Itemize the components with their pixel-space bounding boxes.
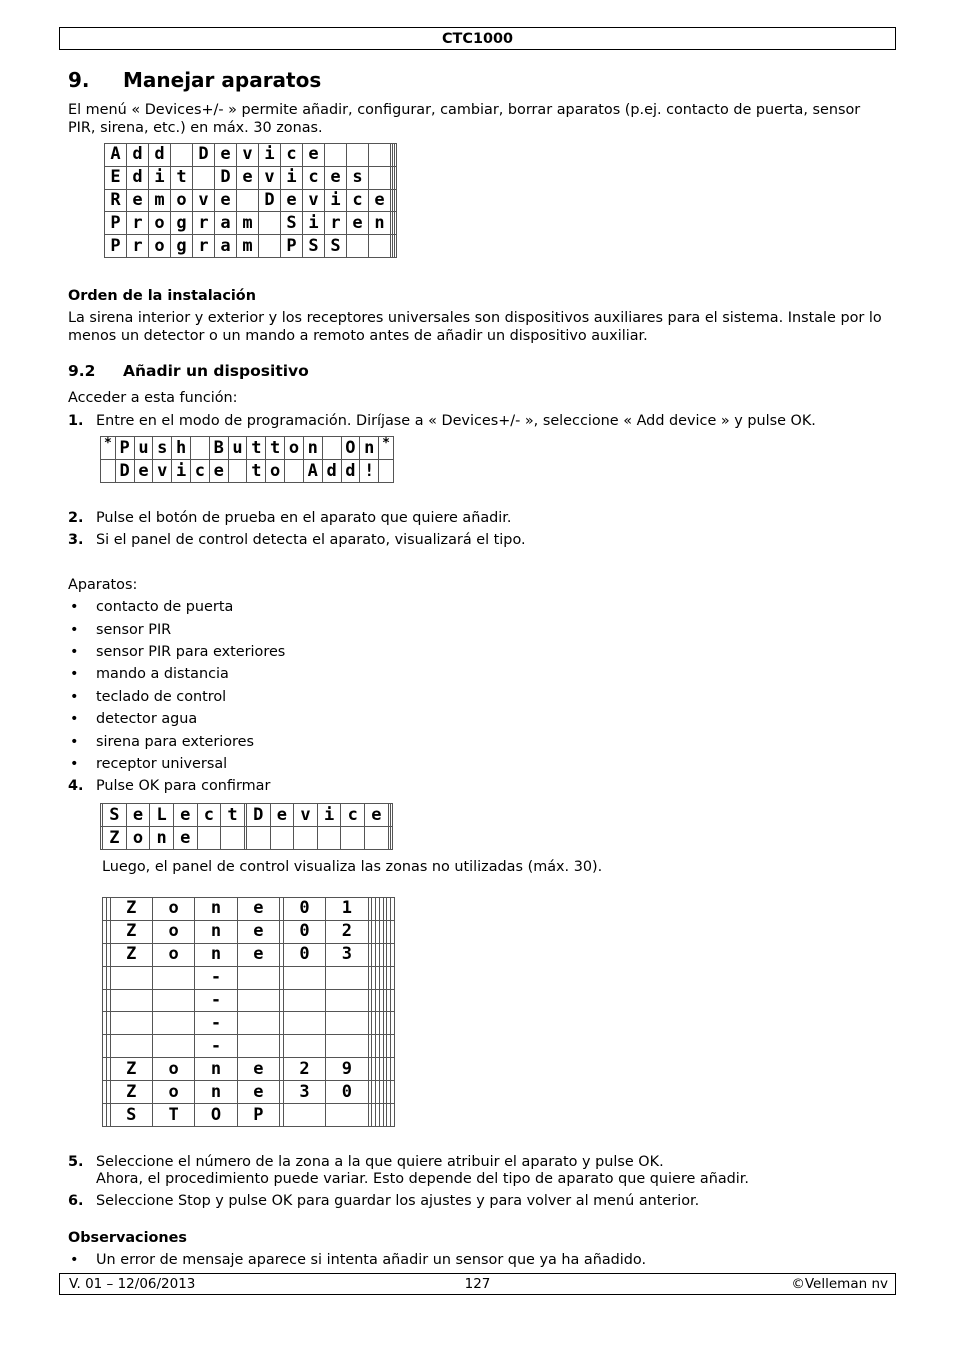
- lcd-cell: [394, 212, 396, 235]
- lcd-cell: n: [150, 827, 174, 850]
- lcd-cell: -: [195, 1035, 237, 1058]
- lcd-cell: d: [341, 460, 360, 483]
- lcd-row: [103, 898, 395, 921]
- lcd-cell: t: [247, 437, 266, 460]
- lcd-cell: R: [105, 189, 127, 212]
- lcd-cell: e: [237, 166, 259, 189]
- lcd-cell: n: [195, 943, 237, 966]
- lcd-cell: m: [237, 235, 259, 258]
- lcd-row: [105, 144, 397, 167]
- lcd-cell: [317, 827, 341, 850]
- bullet-icon: •: [70, 1252, 79, 1268]
- lcd-cell: u: [228, 437, 247, 460]
- lcd-cell: [237, 989, 279, 1012]
- lcd-cell: o: [152, 1058, 194, 1081]
- order-title: Orden de la instalación: [68, 288, 256, 304]
- lcd-cell: [369, 166, 391, 189]
- lcd-cell: h: [172, 437, 191, 460]
- lcd-cell: e: [215, 144, 237, 167]
- lcd-cell: [391, 943, 395, 966]
- step-text: Entre en el modo de programación. Diríjase a « Devices+/- », seleccione « Add device » y pulse OK.: [96, 413, 816, 429]
- step-text: Si el panel de control detecta el aparato, visualizará el tipo.: [96, 532, 526, 548]
- lcd-cell: [322, 437, 341, 460]
- lcd-cell: [326, 966, 368, 989]
- lcd-cell: e: [126, 804, 150, 827]
- step-number: 6.: [68, 1193, 84, 1209]
- lcd-cell: n: [195, 1058, 237, 1081]
- step-text: Pulse el botón de prueba en el aparato que quiere añadir.: [96, 510, 512, 526]
- footer-version: V. 01 – 12/06/2013: [69, 1276, 196, 1292]
- lcd-cell: d: [127, 144, 149, 167]
- lcd-cell: o: [152, 943, 194, 966]
- lcd-cell: [294, 827, 318, 850]
- lcd-cell: B: [209, 437, 228, 460]
- section-number: 9.: [68, 68, 90, 92]
- lcd-cell: [391, 1012, 395, 1035]
- lcd-zones-display: [102, 897, 395, 1127]
- lcd-row: [103, 1058, 395, 1081]
- lcd-cell: v: [294, 804, 318, 827]
- lcd-row: [103, 1081, 395, 1104]
- lcd-row: [105, 166, 397, 189]
- step-number: 4.: [68, 778, 84, 794]
- bullet-icon: •: [70, 599, 79, 615]
- lcd-cell: [110, 989, 152, 1012]
- lcd-cell: r: [127, 235, 149, 258]
- lcd-cell: i: [172, 460, 191, 483]
- lcd-cell: i: [281, 166, 303, 189]
- lcd-cell: 3: [283, 1081, 325, 1104]
- lcd-cell: [365, 827, 389, 850]
- lcd-cell: [391, 966, 395, 989]
- lcd-cell: c: [191, 460, 210, 483]
- lcd-cell: [283, 1012, 325, 1035]
- lcd-cell: t: [171, 166, 193, 189]
- lcd-row: [103, 966, 395, 989]
- lcd-cell: 0: [283, 920, 325, 943]
- lcd-cell: [152, 989, 194, 1012]
- lcd-row: [105, 235, 397, 258]
- step-text: Seleccione el número de la zona a la que quiere atribuir el aparato y pulse OK.: [96, 1154, 664, 1170]
- lcd-cell: Z: [110, 920, 152, 943]
- footer-page-number: 127: [464, 1276, 491, 1292]
- lcd-cell: [391, 1104, 395, 1127]
- lcd-cell: o: [152, 920, 194, 943]
- lcd-row: [103, 1104, 395, 1127]
- lcd-cell: Z: [110, 943, 152, 966]
- lcd-cell: s: [347, 166, 369, 189]
- lcd-row: [105, 212, 397, 235]
- lcd-row: [101, 460, 394, 483]
- lcd-cell: [283, 1104, 325, 1127]
- lcd-cell: v: [303, 189, 325, 212]
- lcd-cell: [193, 166, 215, 189]
- lcd-row: [103, 943, 395, 966]
- lcd-cell: n: [195, 920, 237, 943]
- lcd-row: [101, 437, 394, 460]
- observations-title: Observaciones: [68, 1230, 187, 1246]
- lcd-cell: n: [303, 437, 322, 460]
- lcd-cell: [369, 144, 391, 167]
- lcd-cell: S: [103, 804, 127, 827]
- lcd-cell: 0: [283, 943, 325, 966]
- lcd-cell: o: [171, 189, 193, 212]
- section-heading: [68, 68, 321, 92]
- lcd-cell: t: [266, 437, 285, 460]
- lcd-cell: o: [149, 212, 171, 235]
- subsection-title: Añadir un dispositivo: [123, 362, 309, 380]
- lcd-cell: [394, 235, 396, 258]
- lcd-cell: D: [193, 144, 215, 167]
- lcd-row: [105, 189, 397, 212]
- lcd-cell: Z: [110, 1081, 152, 1104]
- lcd-cell: v: [193, 189, 215, 212]
- lcd-cell: [391, 989, 395, 1012]
- lcd-row: [101, 827, 393, 850]
- lcd-cell: [270, 827, 294, 850]
- lcd-cell: [152, 966, 194, 989]
- lcd-cell: e: [369, 189, 391, 212]
- step-number: 3.: [68, 532, 84, 548]
- lcd-cell: i: [303, 212, 325, 235]
- lcd-cell: -: [195, 989, 237, 1012]
- lcd-cell: [391, 1035, 395, 1058]
- lcd-cell: [379, 460, 394, 483]
- lcd-cell: m: [237, 212, 259, 235]
- lcd-cell: O: [341, 437, 360, 460]
- lcd-cell: [390, 804, 392, 827]
- lcd-cell: A: [303, 460, 322, 483]
- lcd-cell: [394, 166, 396, 189]
- lcd-cell: [285, 460, 304, 483]
- lcd-cell: e: [237, 920, 279, 943]
- lcd-cell: e: [173, 827, 197, 850]
- lcd-cell: [237, 966, 279, 989]
- lcd-cell: -: [195, 1012, 237, 1035]
- lcd-cell: t: [221, 804, 245, 827]
- bullet-icon: •: [70, 711, 79, 727]
- lcd-cell: [326, 989, 368, 1012]
- lcd-cell: n: [369, 212, 391, 235]
- lcd-cell: v: [237, 144, 259, 167]
- devices-label: Aparatos:: [68, 577, 138, 593]
- lcd-cell: u: [134, 437, 153, 460]
- lcd-cell: S: [325, 235, 347, 258]
- bullet-icon: •: [70, 644, 79, 660]
- lcd-cell: Z: [103, 827, 127, 850]
- lcd-cell: 2: [283, 1058, 325, 1081]
- lcd-cell: c: [341, 804, 365, 827]
- lcd-cell: [237, 1035, 279, 1058]
- lcd-cell: P: [237, 1104, 279, 1127]
- lcd-cell: O: [195, 1104, 237, 1127]
- lcd-cell: [283, 989, 325, 1012]
- lcd-cell: P: [105, 235, 127, 258]
- lcd-menu-display: [104, 143, 397, 258]
- lcd-cell: e: [237, 898, 279, 921]
- lcd-cell: [326, 1012, 368, 1035]
- bullet-icon: •: [70, 734, 79, 750]
- lcd-cell: *: [379, 437, 394, 460]
- lcd-cell: -: [195, 966, 237, 989]
- lcd-cell: [391, 920, 395, 943]
- lcd-cell: L: [150, 804, 174, 827]
- lcd-cell: g: [171, 212, 193, 235]
- order-text: La sirena interior y exterior y los receptores universales son dispositivos auxiliares para el sistema. Instale por lo menos un detector o un mando a remoto antes de añadir un dispositivo auxiliar.: [68, 310, 882, 344]
- lcd-cell: D: [215, 166, 237, 189]
- lcd-cell: [326, 1104, 368, 1127]
- lcd-cell: n: [195, 898, 237, 921]
- lcd-cell: r: [193, 235, 215, 258]
- lcd-cell: o: [126, 827, 150, 850]
- lcd-cell: r: [127, 212, 149, 235]
- lcd-cell: a: [215, 212, 237, 235]
- lcd-cell: [171, 144, 193, 167]
- lcd-cell: 9: [326, 1058, 368, 1081]
- lcd-cell: v: [259, 166, 281, 189]
- lcd-cell: e: [134, 460, 153, 483]
- lcd-cell: [228, 460, 247, 483]
- lcd-cell: [283, 966, 325, 989]
- lcd-cell: *: [101, 437, 116, 460]
- lcd-cell: e: [325, 166, 347, 189]
- lcd-cell: T: [152, 1104, 194, 1127]
- lcd-cell: [347, 235, 369, 258]
- bullet-icon: •: [70, 756, 79, 772]
- lcd-cell: [197, 827, 221, 850]
- lcd-cell: e: [127, 189, 149, 212]
- product-code: CTC1000: [442, 31, 513, 47]
- lcd-cell: o: [152, 1081, 194, 1104]
- lcd-cell: [391, 1058, 395, 1081]
- lcd-cell: i: [149, 166, 171, 189]
- bullet-icon: •: [70, 622, 79, 638]
- lcd-push-display: [100, 436, 394, 483]
- lcd-row: [103, 1012, 395, 1035]
- lcd-cell: S: [303, 235, 325, 258]
- lcd-cell: [237, 189, 259, 212]
- lcd-row: [103, 1035, 395, 1058]
- lcd-cell: [326, 1035, 368, 1058]
- step-number: 5.: [68, 1154, 84, 1170]
- lcd-cell: [152, 1035, 194, 1058]
- lcd-cell: e: [365, 804, 389, 827]
- lcd-cell: o: [149, 235, 171, 258]
- lcd-cell: e: [173, 804, 197, 827]
- lcd-cell: [325, 144, 347, 167]
- lcd-cell: e: [237, 1081, 279, 1104]
- lcd-cell: e: [237, 1058, 279, 1081]
- subsection-number: 9.2: [68, 362, 96, 380]
- lcd-cell: P: [281, 235, 303, 258]
- lcd-cell: [347, 144, 369, 167]
- lcd-cell: A: [105, 144, 127, 167]
- access-text: Acceder a esta función:: [68, 390, 238, 406]
- lcd-cell: n: [360, 437, 379, 460]
- step-number: 2.: [68, 510, 84, 526]
- lcd-cell: e: [237, 943, 279, 966]
- page-footer: [59, 1273, 896, 1295]
- lcd-cell: [283, 1035, 325, 1058]
- lcd-cell: [391, 1081, 395, 1104]
- lcd-cell: t: [247, 460, 266, 483]
- lcd-cell: D: [115, 460, 134, 483]
- lcd-cell: v: [153, 460, 172, 483]
- lcd-cell: D: [246, 804, 270, 827]
- lcd-cell: [110, 966, 152, 989]
- lcd-cell: 3: [326, 943, 368, 966]
- lcd-cell: e: [347, 212, 369, 235]
- lcd-cell: [394, 144, 396, 167]
- lcd-cell: i: [259, 144, 281, 167]
- lcd-cell: r: [193, 212, 215, 235]
- lcd-cell: P: [115, 437, 134, 460]
- lcd-cell: [101, 460, 116, 483]
- lcd-cell: d: [322, 460, 341, 483]
- bullet-icon: •: [70, 666, 79, 682]
- footer-copyright: ©Velleman nv: [791, 1276, 888, 1292]
- lcd-cell: E: [105, 166, 127, 189]
- step-text: Ahora, el procedimiento puede variar. Esto depende del tipo de aparato que quiere añadir.: [96, 1171, 749, 1187]
- lcd-cell: e: [303, 144, 325, 167]
- bullet-icon: •: [70, 689, 79, 705]
- section-title: Manejar aparatos: [123, 68, 322, 92]
- lcd-cell: a: [215, 235, 237, 258]
- lcd-cell: i: [325, 189, 347, 212]
- lcd-cell: d: [149, 144, 171, 167]
- lcd-cell: 2: [326, 920, 368, 943]
- lcd-cell: [341, 827, 365, 850]
- lcd-cell: [259, 212, 281, 235]
- lcd-cell: d: [127, 166, 149, 189]
- lcd-select-display: [100, 803, 393, 850]
- lcd-cell: [110, 1012, 152, 1035]
- lcd-cell: e: [215, 189, 237, 212]
- lcd-row: [103, 989, 395, 1012]
- lcd-cell: [394, 189, 396, 212]
- lcd-cell: r: [325, 212, 347, 235]
- lcd-cell: e: [281, 189, 303, 212]
- step-text: Seleccione Stop y pulse OK para guardar los ajustes y para volver al menú anterior.: [96, 1193, 700, 1209]
- lcd-cell: [237, 1012, 279, 1035]
- lcd-row: [101, 804, 393, 827]
- lcd-cell: D: [259, 189, 281, 212]
- lcd-cell: i: [317, 804, 341, 827]
- lcd-cell: 0: [326, 1081, 368, 1104]
- lcd-cell: c: [303, 166, 325, 189]
- lcd-cell: 1: [326, 898, 368, 921]
- intro-paragraph: El menú « Devices+/- » permite añadir, configurar, cambiar, borrar aparatos (p.ej. contacto de puerta, sensor PIR, sirena, etc.) en máx. 30 zonas.: [68, 102, 861, 136]
- lcd-cell: c: [347, 189, 369, 212]
- lcd-cell: s: [153, 437, 172, 460]
- lcd-cell: [191, 437, 210, 460]
- lcd-cell: m: [149, 189, 171, 212]
- zones-note: Luego, el panel de control visualiza las zonas no utilizadas (máx. 30).: [102, 859, 603, 875]
- lcd-cell: [259, 235, 281, 258]
- lcd-cell: g: [171, 235, 193, 258]
- lcd-cell: [390, 827, 392, 850]
- lcd-cell: e: [209, 460, 228, 483]
- lcd-cell: [221, 827, 245, 850]
- lcd-cell: S: [110, 1104, 152, 1127]
- lcd-cell: e: [270, 804, 294, 827]
- lcd-cell: c: [281, 144, 303, 167]
- lcd-cell: Z: [110, 1058, 152, 1081]
- lcd-cell: [391, 898, 395, 921]
- step-number: 1.: [68, 413, 84, 429]
- lcd-cell: o: [152, 898, 194, 921]
- lcd-cell: Z: [110, 898, 152, 921]
- lcd-cell: P: [105, 212, 127, 235]
- lcd-cell: o: [266, 460, 285, 483]
- lcd-cell: [369, 235, 391, 258]
- lcd-cell: [152, 1012, 194, 1035]
- lcd-cell: !: [360, 460, 379, 483]
- lcd-cell: [246, 827, 270, 850]
- lcd-cell: n: [195, 1081, 237, 1104]
- step-text: Pulse OK para confirmar: [96, 778, 271, 794]
- lcd-cell: c: [197, 804, 221, 827]
- lcd-row: [103, 920, 395, 943]
- subsection-heading: [68, 361, 309, 381]
- page-header: [59, 27, 896, 50]
- lcd-cell: o: [285, 437, 304, 460]
- lcd-cell: [110, 1035, 152, 1058]
- lcd-cell: 0: [283, 898, 325, 921]
- lcd-cell: S: [281, 212, 303, 235]
